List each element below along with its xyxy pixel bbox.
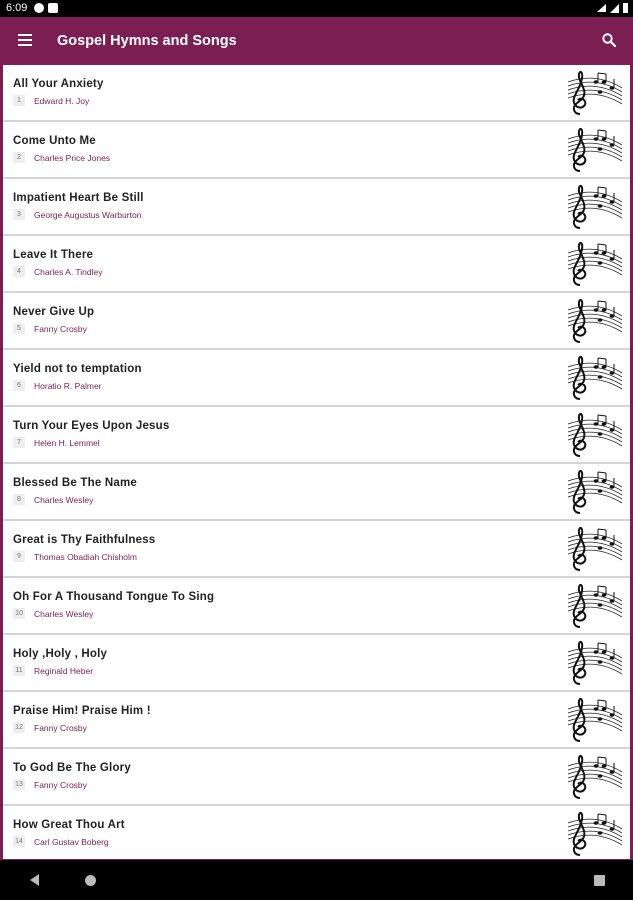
song-title: Praise Him! Praise Him ! [13, 705, 151, 717]
song-author: Thomas Obadiah Chisholm [34, 552, 137, 562]
song-author: Fanny Crosby [34, 723, 87, 733]
signal-icon [610, 4, 619, 13]
song-number: 11 [13, 665, 25, 676]
menu-icon[interactable] [18, 34, 32, 46]
song-number: 10 [13, 608, 25, 619]
song-list-item[interactable] [3, 692, 630, 749]
song-list-item[interactable] [3, 521, 630, 578]
treble-clef-music-notes-icon [566, 296, 624, 346]
song-title: Blessed Be The Name [13, 477, 137, 489]
song-number: 8 [13, 494, 25, 505]
song-title: Come Unto Me [13, 135, 96, 147]
song-number: 14 [13, 836, 25, 847]
song-title: Never Give Up [13, 306, 95, 318]
song-list-item[interactable] [3, 236, 630, 293]
treble-clef-music-notes-icon [566, 182, 624, 232]
song-number: 5 [13, 323, 25, 334]
song-title: Leave It There [13, 249, 94, 261]
app-bar [0, 17, 633, 64]
song-number: 4 [13, 266, 25, 277]
song-list-item[interactable] [3, 65, 630, 122]
song-author: Carl Gustav Boberg [34, 837, 109, 847]
song-list-container [0, 64, 633, 860]
app-title: Gospel Hymns and Songs [57, 33, 237, 49]
song-author: George Augustus Warburton [34, 210, 142, 220]
sd-card-icon [48, 3, 58, 13]
song-title: Impatient Heart Be Still [13, 192, 144, 204]
song-author: Horatio R. Palmer [34, 381, 102, 391]
song-author: Reginald Heber [34, 666, 94, 676]
song-title: Holy ,Holy , Holy [13, 648, 108, 660]
song-title: Great is Thy Faithfulness [13, 534, 156, 546]
wifi-icon [597, 4, 606, 12]
song-author: Fanny Crosby [34, 324, 87, 334]
song-list-item[interactable] [3, 635, 630, 692]
treble-clef-music-notes-icon [566, 239, 624, 289]
song-list-item[interactable] [3, 122, 630, 179]
status-time: 6:09 [6, 2, 28, 14]
recent-apps-icon[interactable] [594, 875, 605, 886]
song-number: 2 [13, 152, 25, 163]
song-list-item[interactable] [3, 350, 630, 407]
song-author: Charles Wesley [34, 609, 94, 619]
song-author: Charles Price Jones [34, 153, 111, 163]
treble-clef-music-notes-icon [566, 353, 624, 403]
treble-clef-music-notes-icon [566, 467, 624, 517]
song-number: 7 [13, 437, 25, 448]
song-number: 1 [13, 95, 25, 106]
song-author: Fanny Crosby [34, 780, 87, 790]
song-list[interactable] [3, 65, 630, 859]
song-title: Turn Your Eyes Upon Jesus [13, 420, 170, 432]
song-number: 13 [13, 779, 25, 790]
song-list-item[interactable] [3, 749, 630, 806]
treble-clef-music-notes-icon [566, 581, 624, 631]
status-bar [0, 0, 633, 17]
treble-clef-music-notes-icon [566, 638, 624, 688]
song-author: Charles A. Tindley [34, 267, 103, 277]
treble-clef-music-notes-icon [566, 809, 624, 859]
song-author: Charles Wesley [34, 495, 94, 505]
navigation-bar [0, 860, 633, 900]
battery-icon [623, 3, 628, 13]
treble-clef-music-notes-icon [566, 695, 624, 745]
song-author: Edward H. Joy [34, 96, 90, 106]
treble-clef-music-notes-icon [566, 524, 624, 574]
song-list-item[interactable] [3, 407, 630, 464]
song-title: To God Be The Glory [13, 762, 131, 774]
song-list-item[interactable] [3, 293, 630, 350]
song-list-item[interactable] [3, 806, 630, 859]
search-icon[interactable] [601, 32, 617, 48]
song-number: 9 [13, 551, 25, 562]
treble-clef-music-notes-icon [566, 68, 624, 118]
song-title: Yield not to temptation [13, 363, 142, 375]
home-icon[interactable] [85, 875, 96, 886]
song-list-item[interactable] [3, 464, 630, 521]
song-number: 6 [13, 380, 25, 391]
song-list-item[interactable] [3, 578, 630, 635]
treble-clef-music-notes-icon [566, 125, 624, 175]
treble-clef-music-notes-icon [566, 752, 624, 802]
song-title: All Your Anxiety [13, 78, 104, 90]
song-number: 12 [13, 722, 25, 733]
song-list-item[interactable] [3, 179, 630, 236]
song-number: 3 [13, 209, 25, 220]
treble-clef-music-notes-icon [566, 410, 624, 460]
song-title: How Great Thou Art [13, 819, 125, 831]
notification-icon [34, 3, 44, 13]
song-title: Oh For A Thousand Tongue To Sing [13, 591, 215, 603]
back-icon[interactable] [30, 874, 39, 886]
song-author: Helen H. Lemmel [34, 438, 100, 448]
